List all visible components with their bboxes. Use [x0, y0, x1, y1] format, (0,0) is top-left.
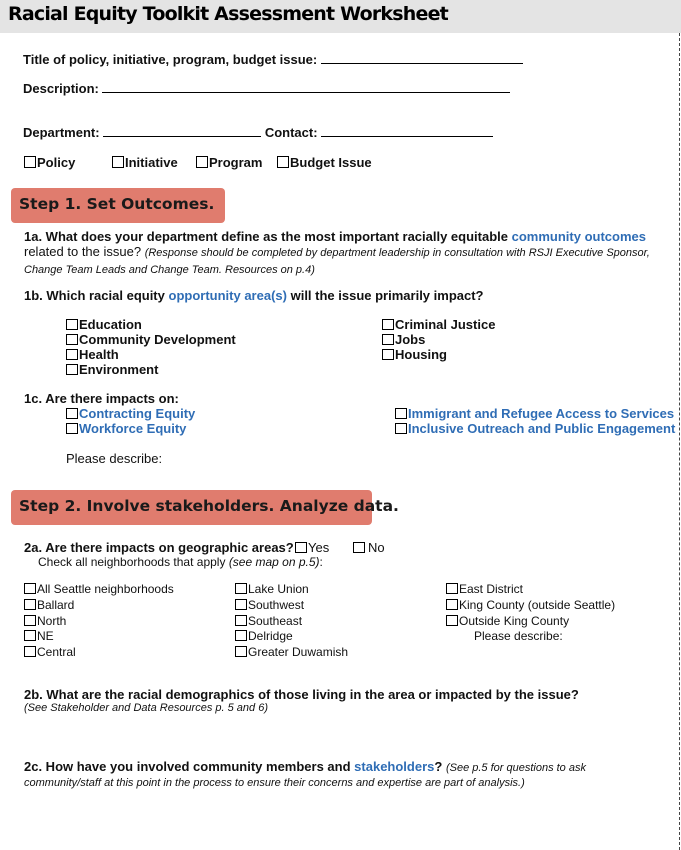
title-bar — [0, 0, 681, 33]
description-blank[interactable] — [102, 92, 510, 93]
contact-blank[interactable] — [321, 136, 493, 137]
neighborhood-central[interactable] — [24, 645, 76, 659]
checkbox[interactable] — [353, 542, 365, 553]
area-label: Community Development — [79, 332, 236, 347]
policy-title-label: Title of policy, initiative, program, budget issue: — [23, 52, 318, 67]
checkbox[interactable] — [395, 423, 407, 434]
checkbox[interactable] — [24, 156, 36, 168]
area-education[interactable] — [66, 317, 142, 332]
checkbox[interactable] — [382, 349, 394, 360]
impact-inclusive-outreach[interactable] — [395, 421, 675, 436]
q2b-note: (See Stakeholder and Data Resources p. 5 and 6) — [24, 702, 268, 714]
checkbox[interactable] — [66, 423, 78, 434]
neighborhood-delridge[interactable] — [235, 629, 293, 643]
impact-contracting-equity[interactable] — [66, 406, 195, 421]
step2-banner-label: Step 2. Involve stakeholders. Analyze data. — [19, 497, 399, 515]
neighborhood-label: Southeast — [248, 614, 303, 628]
checkbox[interactable] — [235, 646, 247, 657]
checkbox[interactable] — [112, 156, 124, 168]
neighborhood-lake-union[interactable] — [235, 582, 309, 596]
q1b-prefix: 1b. Which racial equity — [24, 288, 165, 303]
neighborhood-ballard[interactable] — [24, 598, 74, 612]
q2a-sub-note: (see map on p.5) — [228, 555, 320, 569]
checkbox[interactable] — [66, 334, 78, 345]
neighborhood-label: NE — [37, 629, 54, 643]
area-label: Health — [79, 347, 119, 362]
neighborhood-outside-king-county[interactable] — [446, 614, 569, 628]
area-jobs[interactable] — [382, 332, 425, 347]
checkbox[interactable] — [382, 334, 394, 345]
department-blank[interactable] — [103, 136, 261, 137]
type-policy[interactable] — [24, 155, 75, 170]
neighborhood-ne[interactable] — [24, 629, 54, 643]
policy-title-blank[interactable] — [321, 63, 523, 64]
impact-label: Immigrant and Refugee Access to Services — [408, 406, 675, 421]
department-contact-row — [23, 125, 493, 140]
area-health[interactable] — [66, 347, 119, 362]
no-label: No — [368, 540, 385, 555]
type-policy-label: Policy — [37, 155, 76, 170]
area-label: Jobs — [395, 332, 426, 347]
q2a-subtext — [38, 555, 323, 569]
checkbox[interactable] — [235, 615, 247, 626]
neighborhood-label: Central — [37, 645, 76, 659]
step1-banner-label: Step 1. Set Outcomes. — [19, 195, 215, 213]
area-label: Environment — [79, 362, 159, 377]
neighborhood-label: Greater Duwamish — [248, 645, 349, 659]
area-community-development[interactable] — [66, 332, 236, 347]
impact-workforce-equity[interactable] — [66, 421, 186, 436]
neighborhood-all-seattle[interactable] — [24, 582, 174, 596]
neighborhood-east-district[interactable] — [446, 582, 523, 596]
checkbox[interactable] — [24, 630, 36, 641]
step2-please-describe: Please describe: — [474, 629, 563, 643]
checkbox[interactable] — [446, 583, 458, 594]
checkbox[interactable] — [235, 630, 247, 641]
checkbox[interactable] — [382, 319, 394, 330]
q2a-sub-prefix: Check all neighborhoods that apply — [38, 555, 226, 569]
neighborhood-north[interactable] — [24, 614, 66, 628]
question-1a — [24, 229, 659, 278]
neighborhood-label: Southwest — [248, 598, 305, 612]
neighborhood-southwest[interactable] — [235, 598, 304, 612]
q1b-suffix: will the issue primarily impact? — [290, 288, 484, 303]
opportunity-areas-link[interactable]: opportunity area(s) — [168, 288, 287, 303]
type-initiative-label: Initiative — [125, 155, 178, 170]
checkbox[interactable] — [446, 615, 458, 626]
description-field — [23, 81, 510, 96]
q1a-text: 1a. What does your department define as the most important racially equitable — [24, 229, 508, 244]
checkbox[interactable] — [24, 599, 36, 610]
question-2c — [24, 760, 624, 790]
neighborhood-label: King County (outside Seattle) — [459, 598, 616, 612]
neighborhood-label: East District — [459, 582, 524, 596]
neighborhood-label: Lake Union — [248, 582, 309, 596]
type-budget-issue-label: Budget Issue — [290, 155, 372, 170]
q2c-question-mark: ? — [434, 759, 443, 774]
description-label: Description: — [23, 81, 99, 96]
type-program-label: Program — [209, 155, 263, 170]
q2c-text: 2c. How have you involved community members and — [24, 759, 351, 774]
checkbox[interactable] — [66, 408, 78, 419]
checkbox[interactable] — [24, 583, 36, 594]
q2a-yes[interactable] — [295, 540, 329, 555]
checkbox[interactable] — [395, 408, 407, 419]
q1a-note: (Response should be completed by department leadership in consultation with RSJI Executive Sponsor, Change Team Leads and Change Team. Resources on p.4) — [24, 247, 650, 276]
step2-banner — [11, 490, 399, 525]
question-1b — [24, 288, 484, 303]
checkbox[interactable] — [446, 599, 458, 610]
area-environment[interactable] — [66, 362, 158, 377]
checkbox[interactable] — [196, 156, 208, 168]
impact-immigrant-refugee-access[interactable] — [395, 406, 674, 421]
page-edge-dashed-line — [679, 33, 680, 850]
checkbox[interactable] — [66, 319, 78, 330]
neighborhood-label: Ballard — [37, 598, 75, 612]
q2a-no[interactable] — [353, 540, 385, 555]
q2a-sub-suffix: : — [319, 555, 323, 569]
checkbox[interactable] — [277, 156, 289, 168]
q2a-text: 2a. Are there impacts on geographic areas? — [24, 540, 294, 555]
neighborhood-king-county[interactable] — [446, 598, 615, 612]
page-title: Racial Equity Toolkit Assessment Worksheet — [8, 3, 448, 25]
type-budget-issue[interactable] — [277, 155, 372, 170]
q2c-note: (See p.5 for questions to ask community/staff at this point in the process to ensure their concerns and expertise are part of analysis.) — [24, 762, 586, 789]
policy-title-field — [23, 52, 523, 67]
question-1c: 1c. Are there impacts on: — [24, 391, 179, 406]
impact-label: Contracting Equity — [79, 406, 196, 421]
neighborhood-label: North — [37, 614, 67, 628]
type-initiative[interactable] — [112, 155, 178, 170]
type-program[interactable] — [196, 155, 262, 170]
area-label: Criminal Justice — [395, 317, 496, 332]
question-2a — [24, 540, 294, 555]
checkbox[interactable] — [66, 349, 78, 360]
neighborhood-label: All Seattle neighborhoods — [37, 582, 174, 596]
yes-label: Yes — [308, 540, 330, 555]
neighborhood-label: Outside King County — [459, 614, 570, 628]
area-criminal-justice[interactable] — [382, 317, 495, 332]
checkbox[interactable] — [24, 646, 36, 657]
neighborhood-greater-duwamish[interactable] — [235, 645, 348, 659]
q1a-suffix: related to the issue? — [24, 244, 142, 259]
neighborhood-label: Delridge — [248, 629, 293, 643]
step1-please-describe: Please describe: — [66, 451, 163, 466]
area-label: Housing — [395, 347, 447, 362]
area-label: Education — [79, 317, 142, 332]
checkbox[interactable] — [24, 615, 36, 626]
department-label: Department: — [23, 125, 100, 140]
impact-label: Inclusive Outreach and Public Engagement — [408, 421, 676, 436]
checkbox[interactable] — [66, 364, 78, 375]
area-housing[interactable] — [382, 347, 447, 362]
neighborhood-southeast[interactable] — [235, 614, 302, 628]
community-outcomes-link[interactable]: community outcomes — [511, 229, 646, 244]
checkbox[interactable] — [295, 542, 307, 553]
contact-label: Contact: — [264, 125, 318, 140]
checkbox[interactable] — [235, 599, 247, 610]
question-2b: 2b. What are the racial demographics of those living in the area or impacted by the issue? — [24, 687, 579, 702]
impact-label: Workforce Equity — [79, 421, 187, 436]
step1-banner — [11, 188, 225, 223]
stakeholders-link[interactable]: stakeholders — [354, 759, 435, 774]
checkbox[interactable] — [235, 583, 247, 594]
